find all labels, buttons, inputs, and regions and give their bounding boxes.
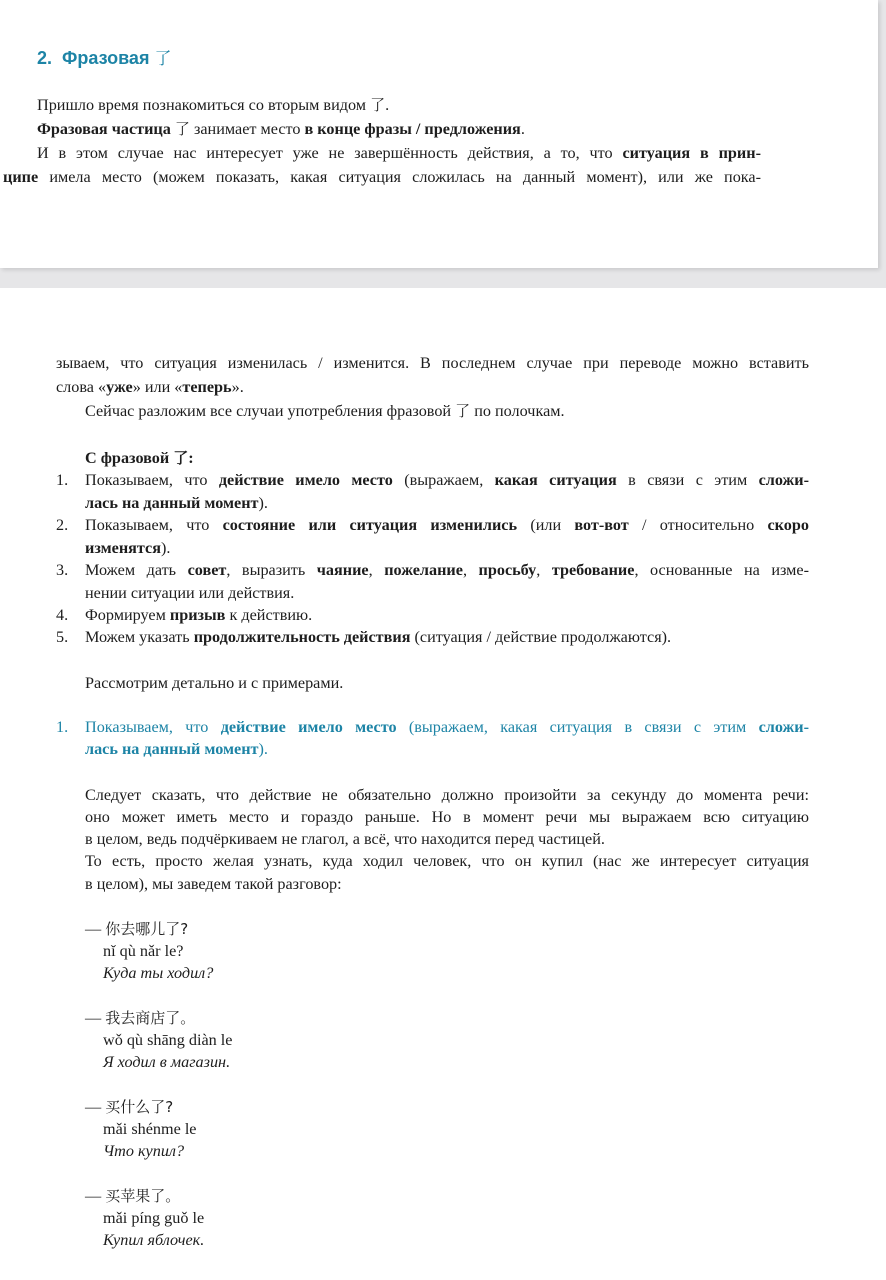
cont-line-3 [85,400,565,422]
intro-text: . [520,120,525,138]
list-text: (или [517,516,575,534]
list-bold: требование [551,561,635,579]
intro-zh: 了 [370,96,386,114]
intro-bold: Фразовая частица [37,120,175,138]
dialogue-zh [85,918,188,940]
intro-bold: в конце фразы / предложения [304,120,521,138]
intro-line-4 [3,166,761,188]
list-bold: скоро [767,516,809,534]
cont-text: слова « [56,378,107,396]
section1-number: 1. [56,718,69,736]
cont-line-1: зываем, что ситуация изменилась / изменится. В последнем случае при переводе можно вставить [56,354,809,372]
dialogue-hanzi: 你去哪儿了? [105,920,189,938]
cont-bold: уже [106,378,133,396]
list-text: Показываем, что [85,471,219,489]
list-bold: пожелание [384,561,463,579]
dialogue-translation: Что купил? [103,1142,185,1160]
list-text: Можем дать [85,561,188,579]
intro-text: занимает место [189,120,305,138]
intro-line-3 [37,142,761,164]
list-text: , [368,561,385,579]
list-bold: изменятся [85,539,161,557]
intro-bold: ципе [3,168,39,186]
list-item-cont: нении ситуации или действия. [85,584,295,602]
list-item-cont [85,537,170,559]
list-text: (выражаем, [392,471,495,489]
list-text: / относительно [628,516,768,534]
list-text: , [536,561,552,579]
list-bold: сложи- [758,471,810,489]
dialogue-zh [85,1096,173,1118]
section1-title [85,716,809,738]
cont-text: ». [231,378,244,396]
list-item [85,626,671,648]
section1-bold: сложи- [758,718,809,736]
list-item-cont [85,492,268,514]
list-bold: продолжительность действия [193,628,411,646]
intro-zh: 了 [174,120,190,138]
dialogue-dash: — [85,1187,106,1205]
intro-text: И в этом случае нас интересует уже не завершённость действия, а то, что [37,144,623,162]
page-bottom [0,288,886,1280]
cont-text: по полочкам. [470,402,565,420]
detail-intro: Рассмотрим детально и с примерами. [85,674,344,692]
list-text: , [462,561,479,579]
list-text: Можем указать [85,628,194,646]
explanation-line-5: в целом), мы заведем такой разговор: [85,875,342,893]
list-item [85,559,809,581]
list-item-number: 1. [56,471,69,489]
list-text: , основанные на изме- [634,561,810,579]
list-text: ). [258,494,268,512]
list-item-number: 2. [56,516,69,534]
list-bold: какая ситуация [494,471,617,489]
dialogue-zh [85,1185,180,1207]
uses-title-text: С фразовой [85,449,174,467]
cont-bold: теперь [182,378,232,396]
page-top [0,0,878,268]
heading-title: Фразовая [62,48,150,68]
list-bold: призыв [169,606,226,624]
explanation-line-2: оно может иметь место и гораздо раньше. Но в момент речи мы выражаем всю ситуацию [85,808,809,826]
dialogue-zh [85,1007,195,1029]
intro-bold: ситуация в прин- [622,144,761,162]
explanation-line-3: в целом, ведь подчёркиваем не глагол, а всё, что находится перед частицей. [85,830,605,848]
list-bold: лась на данный момент [85,494,259,512]
dialogue-hanzi: 我去商店了。 [105,1009,196,1027]
list-item [85,514,809,536]
explanation-line-1: Следует сказать, что действие не обязательно должно произойти за секунду до момента речи: [85,786,809,804]
list-text: Показываем, что [85,516,223,534]
dialogue-hanzi: 买什么了? [105,1098,174,1116]
section1-text: (выражаем, какая ситуация в связи с этим [396,718,759,736]
dialogue-pinyin: nǐ qù nǎr le? [103,942,184,960]
intro-line-2 [37,118,525,140]
section1-text: Показываем, что [85,718,221,736]
explanation-line-4: То есть, просто желая узнать, куда ходил человек, что он купил (нас же интересует ситуация [85,852,809,870]
uses-title-colon: : [188,449,194,467]
list-bold: действие имело место [218,471,393,489]
dialogue-translation: Куда ты ходил? [103,964,214,982]
list-bold: просьбу [478,561,537,579]
list-text: к действию. [225,606,313,624]
list-item-number: 5. [56,628,69,646]
section1-bold: действие имело место [220,718,397,736]
list-item-number: 4. [56,606,69,624]
list-text: в связи с этим [616,471,759,489]
list-text: , выразить [226,561,317,579]
dialogue-pinyin: wǒ qù shāng diàn le [103,1031,233,1049]
section-heading [37,44,171,69]
list-bold: совет [187,561,227,579]
intro-line-1 [37,94,389,116]
dialogue-translation: Купил яблочек. [103,1231,205,1249]
list-item [85,604,312,626]
cont-text: Сейчас разложим все случаи употребления фразовой [85,402,456,420]
intro-text: имела место (можем показать, какая ситуация сложилась на данный момент), или же пока- [38,168,761,186]
list-text: (ситуация / действие продолжаются). [410,628,672,646]
intro-text: . [385,96,390,114]
uses-title-zh: 了 [173,449,189,467]
list-item [85,469,809,491]
dialogue-dash: — [85,920,106,938]
section1-text: ). [258,740,268,758]
dialogue-dash: — [85,1009,106,1027]
dialogue-pinyin: mǎi píng guǒ le [103,1209,205,1227]
cont-line-2 [56,376,244,398]
list-text: Формируем [85,606,170,624]
dialogue-hanzi: 买苹果了。 [105,1187,181,1205]
list-text: ). [161,539,171,557]
section1-title-cont [85,738,268,760]
cont-zh: 了 [455,402,471,420]
section1-bold: лась на данный момент [85,740,259,758]
list-bold: состояние или ситуация изменились [222,516,518,534]
dialogue-pinyin: mǎi shénme le [103,1120,197,1138]
dialogue-translation: Я ходил в магазин. [103,1053,231,1071]
heading-char: 了 [154,49,172,69]
intro-text: Пришло время познакомиться со вторым видом [37,96,371,114]
list-bold: вот-вот [574,516,629,534]
uses-title [85,447,194,469]
cont-text: » или « [132,378,183,396]
heading-number: 2. [37,48,53,68]
dialogue-dash: — [85,1098,106,1116]
list-item-number: 3. [56,561,69,579]
list-bold: чаяние [316,561,369,579]
